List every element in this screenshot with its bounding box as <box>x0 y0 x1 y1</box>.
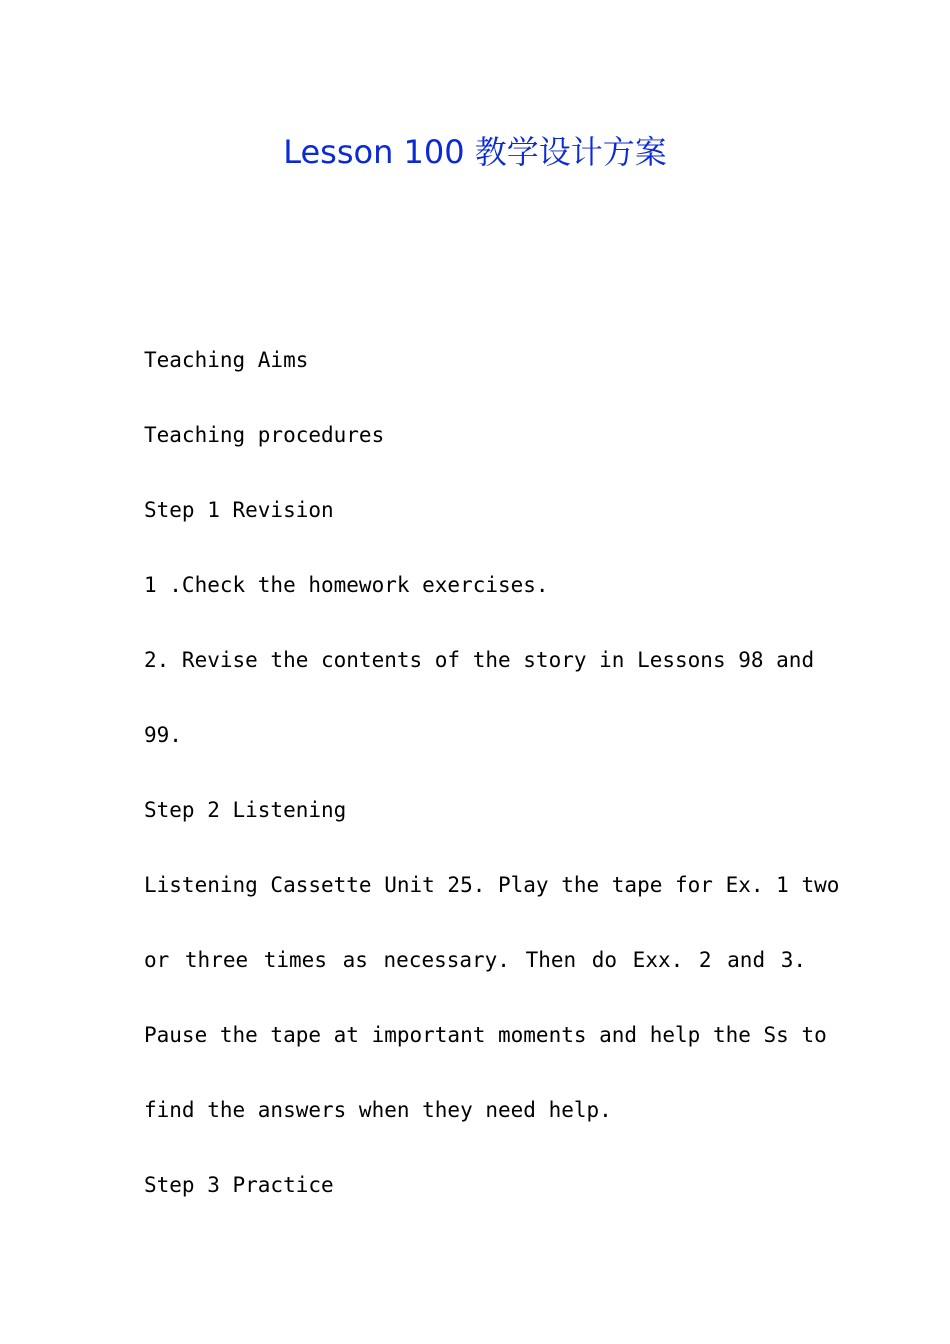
paragraph-line: Listening Cassette Unit 25. Play the tape for Ex. 1 two <box>144 873 840 897</box>
paragraph-line: 2. Revise the contents of the story in Lessons 98 and <box>144 648 815 672</box>
heading-step-3: Step 3 Practice <box>144 1173 334 1197</box>
heading-step-1: Step 1 Revision <box>144 498 334 522</box>
heading-teaching-aims: Teaching Aims <box>144 348 309 372</box>
paragraph-line: 99. <box>144 723 182 747</box>
document-title: Lesson 100 教学设计方案 <box>283 133 667 171</box>
document-body <box>144 336 840 1236</box>
paragraph-line: find the answers when they need help. <box>144 1098 612 1122</box>
paragraph-line: 1 .Check the homework exercises. <box>144 573 549 597</box>
paragraph-line: Pause the tape at important moments and help the Ss to <box>144 1023 827 1047</box>
heading-teaching-procedures: Teaching procedures <box>144 423 385 447</box>
paragraph-line: or three times as necessary. Then do Exx. 2 and 3. <box>144 948 806 972</box>
heading-step-2: Step 2 Listening <box>144 798 347 822</box>
